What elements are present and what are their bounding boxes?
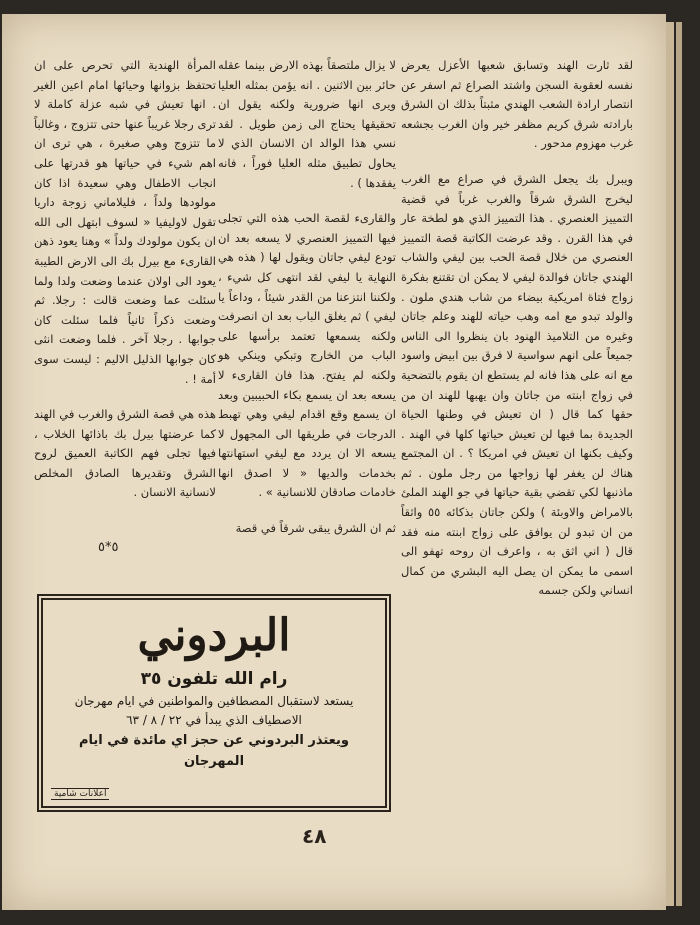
page-edge xyxy=(666,22,674,906)
page-edge-back xyxy=(676,22,682,906)
page-number: ٤٨ xyxy=(302,824,327,848)
ad-notice: ويعتذر البردوني عن حجز اي مائدة في ايام المهرجان xyxy=(79,733,349,769)
article-column-middle xyxy=(218,56,396,555)
ad-phone: رام الله تلفون ٣٥ xyxy=(140,669,288,689)
paragraph: والقارىء لقصة الحب هذه التي تجلى فيها التمييز العنصري لا يسعه بعد ان تودع ليفي جاتان ويقول لها ( هذه هي النهاية يا ليفي لقد انتهى كل شيء ، ولكننا انتزعنا من القدر شيئاً ، وداعاً يا ليفي ) ثم يغلق الباب بعد ان انصرفت ولكنه يسمعها تعتمد برأسها على الباب من الخارج وتبكي وينكي هو ولكنه لم يفتح. هذا فان القارىء لا يسعه بعد ان يسمع بكاء الحبيبين وبعد ان يسمع وقع اقدام ليفي وهي تهبط الدرجات في طريقها الى المجهول لا يسعه الا ان يردد مع ليفي استهانتها بخدمات والديها « لا اصدق انها خادمات صادقان للانسانية » . xyxy=(218,211,396,500)
ad-text: يستعد لاستقبال المصطافين والمواطنين في ايام مهرجان الاصطياف الذي يبدأ في ٢٢ / ٨ / ٦٣ xyxy=(74,694,354,727)
section-separator: ٥*٥ xyxy=(98,540,119,555)
paragraph: ثم ان الشرق يبقى شرقاً في قصة xyxy=(235,521,396,536)
ad-brand: البردوني xyxy=(137,610,291,661)
paragraph: هذه هي قصة الشرق والغرب في الهند كما عرضتها بيرل بك باذائها الخلاب ، فيها تجلى فهم الكاتبة العميق لروح الشرق وتقديرها الصادق المخلص لانسانية الانسان . xyxy=(34,407,216,500)
paragraph: ويبرل بك يجعل الشرق في صراع مع الغرب ليخرج الشرق شرقاً والغرب غرباً في قضية التمييز العنصري . هذا التمييز الذي هو لطخة عار في هذا القرن . وقد عرضت الكاتبة قصة التمييز العنصري من خلال قصة الحب بين ليفي والشاب الهندي جاتان فوالدة ليفي لا يمكن ان تقتنع بفكرة زواج فتاة امريكية بيضاء من شاب هندي ملون . والولد تبدو مع امه وهب حياته للهند وعلم جاتان وغيره من التلاميذ الهنود بان ينظروا الى الناس جميعاً على انهم سواسية لا فرق بين ابيض واسود مع انه على هذا فانه لم يستطع ان يقوم بالتضحية في زواج ابنته من جاتان وان يهبها للهند ان من حقها كما قال ( ان تعيش في وطنها الحياة الجديدة بما فيها لن تعيش حياتها كلها في الهند . وكيف بكنها ان تعيش في امريكا ؟ . ان المجتمع هناك لن يغفر لها زواجها من رجل ملون . ثم ماذنبها لكي تقضي بقية حياتها في جو الهند الملئ بالامراض والاوبئة ) ولكن جاتان بذكائه ٥٥ واثقاً من ان تبدو لن يوافق على زواج ابنته منه فقد قال ( اني اثق به ، واعرف ان روحه تهفو الى اسمى ما يمكن ان يصل اليه البشري من كمال انساني ولكن جسمه xyxy=(401,171,633,598)
paragraph: لقد ثارت الهند وتسابق شعبها الأعزل يعرض نفسه لعقوبة السجن واشتد الصراع ثم اسفر عن انتصار ارادة الشعب الهندي مثبتاً بذلك ان الشرق بارادته شرق كريم مظفر خير وان الغرب بجشعه غرب مهزوم مدحور . xyxy=(401,58,633,151)
article-column-right xyxy=(401,56,633,617)
article-column-left xyxy=(34,56,216,519)
paragraph: لا يزال ملتصقاً بهذه الارض بينما عقله حائر بين الاثنين . انه يؤمن بمثله العليا ويرى انها ضرورية ولكنه يقول ان تحقيقها يحتاج الى زمن طويل . لقد نسي هذا الوالد ان الانسان الذي لا يحاول تطبيق مثله العليا فوراً ، فانه يفقدها ) . xyxy=(218,58,396,190)
advertisement-box xyxy=(37,594,391,812)
ad-agency-label: اعلانات شامية xyxy=(51,788,109,800)
paragraph: المرأة الهندية التي تحرص على ان تحتفظ بزوانها وحيائها امام اعين الغير . انها تعيش في شبه عزلة كاملة لا ترى رجلا غريباً عنها حتى تتزوج ، وغالباً ما تتزوج وهي صغيرة ، هي ترى ان اهم شيء في حياتها هو قدرتها على انجاب الاطفال وهي سعيدة اذا كان مولودها ولداً ، فليلاماني زوجة داريا تقول لاوليفيا « لسوف ابتهل الى الله ان يكون مولودك ولداً » وهنا يعود ذهن القارىء مع بيرل بك الى الارض الطيبة يعود الى اولان عندما وضعت ولدا ولما سئلت عما وضعت قالت : رجلا. ثم وضعت ذكراً ثانياً فلما سئلت كان جوابها . رجلا آخر . فلما وضعت انثى كان جوابها الذليل الاليم : ليست سوى أمة ! . xyxy=(34,58,216,386)
